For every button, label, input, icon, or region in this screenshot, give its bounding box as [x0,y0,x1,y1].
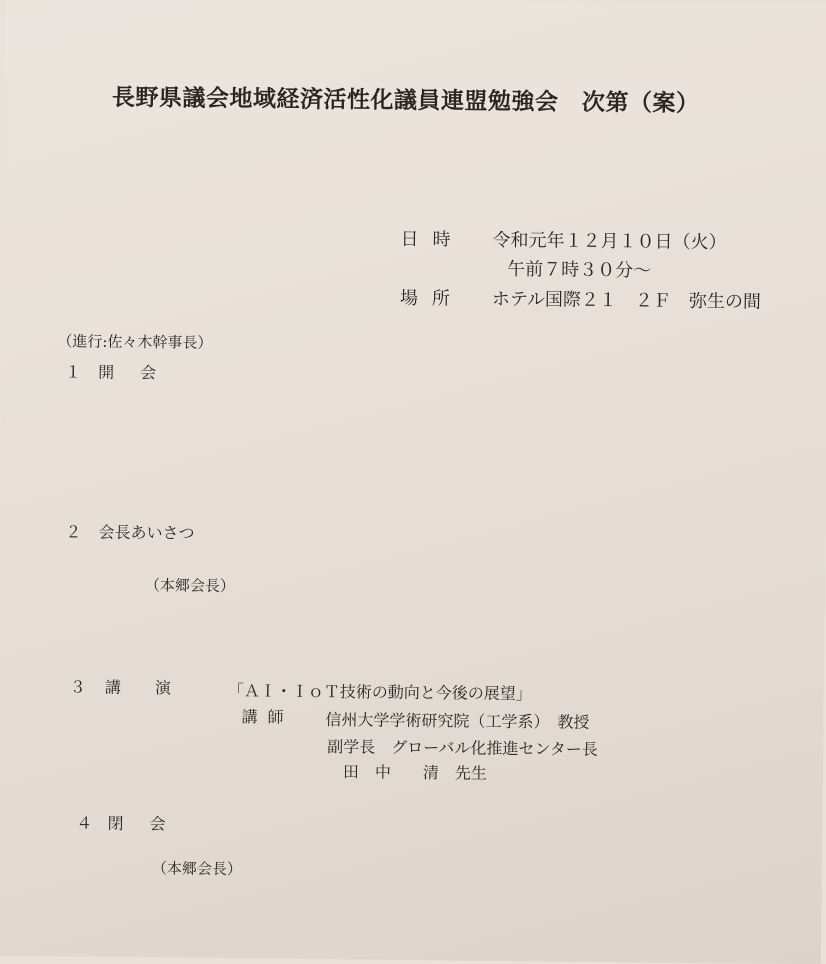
date-label: 日時 [400,228,465,251]
speaker-name: 田 中 清 先生 [342,762,488,783]
item-label: 閉会 [107,813,192,834]
agenda-item-1 [65,359,182,383]
item-label: 会長あいさつ [98,522,195,543]
item-number: ２ [65,522,82,542]
speaker-title: 副学長 グローバル化推進センター長 [327,737,598,759]
lecture-topic: 「ＡＩ・ＩｏＴ技術の動向と今後の展望」 [227,681,532,704]
item-number: ３ [69,677,86,697]
item-number: １ [65,362,82,382]
item-number: ４ [76,813,93,833]
item-label: 開会 [98,362,183,383]
place-value: ホテル国際２１ ２Ｆ 弥生の間 [491,288,762,313]
item-label: 講演 [104,677,206,698]
speaker-label: 講師 [241,707,294,727]
speaker-affiliation: 信州大学学術研究院（工学系） 教授 [325,710,590,732]
moderator-note: （進行:佐々木幹事長） [57,332,213,352]
place-label: 場所 [399,287,465,310]
agenda-item-4 [76,810,191,834]
time-value: 午前７時３０分～ [507,258,652,282]
item-4-note: （本郷会長） [151,859,243,879]
item-2-note: （本郷会長） [144,576,235,596]
document-title: 長野県議会地域経済活性化議員連盟勉強会 次第（案） [111,83,700,117]
agenda-item-3 [70,674,205,698]
date-value: 令和元年１２月１０日（火） [492,229,727,254]
agenda-item-2 [65,519,194,543]
